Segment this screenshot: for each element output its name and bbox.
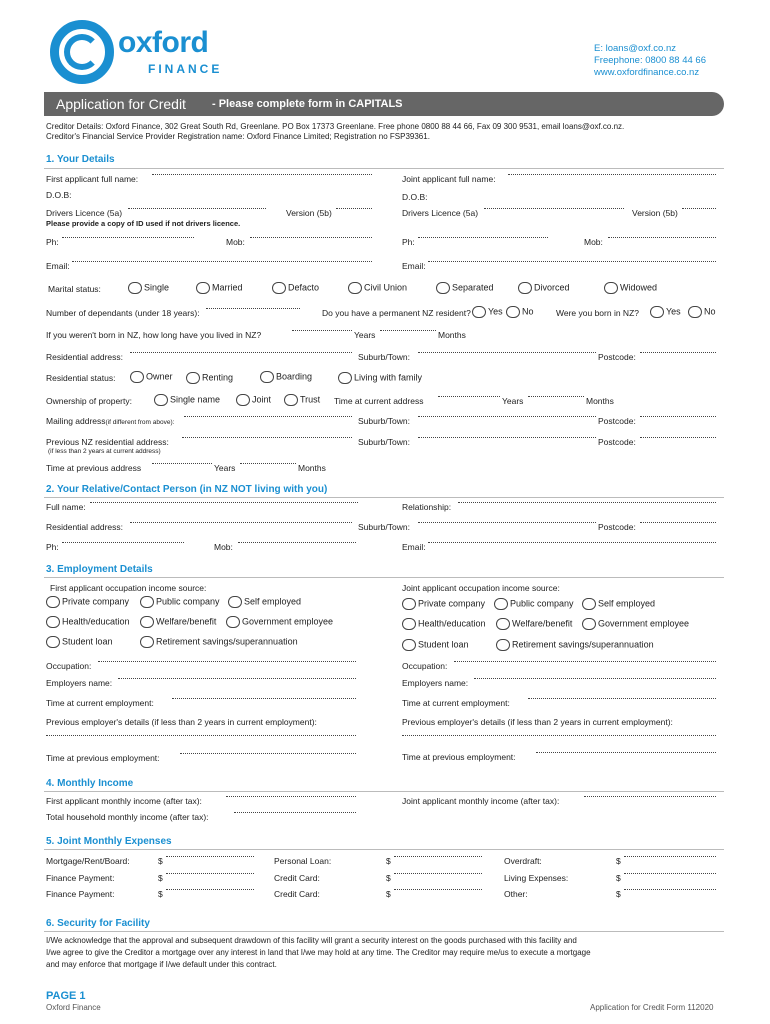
time-prev-years-field[interactable] — [152, 463, 212, 464]
expense-field[interactable] — [166, 856, 254, 857]
time-current-years-field[interactable] — [438, 396, 500, 397]
postcode2-label: Postcode: — [598, 416, 636, 426]
single-checkbox[interactable] — [128, 282, 142, 294]
relationship-field[interactable] — [458, 502, 716, 503]
suburb-label: Suburb/Town: — [358, 352, 410, 362]
postcode3-label: Postcode: — [598, 437, 636, 447]
joint-name-label: Joint applicant full name: — [402, 174, 496, 184]
postcode2-field[interactable] — [640, 416, 716, 417]
mob2-label: Mob: — [584, 237, 603, 247]
prev-address-label: Previous NZ residential address: — [46, 437, 169, 447]
logo-inner-icon — [64, 34, 100, 70]
mob-label: Mob: — [226, 237, 245, 247]
page-subtitle: - Please complete form in CAPITALS — [212, 98, 403, 110]
contact-ph-field[interactable] — [62, 542, 184, 543]
first-public[interactable]: Public company — [140, 596, 220, 608]
logo-name: oxford — [118, 26, 209, 59]
employer-label: Employers name: — [46, 678, 113, 688]
dependants-field[interactable] — [206, 308, 300, 309]
section-6-title: 6. Security for Facility — [46, 918, 150, 929]
res-address-field[interactable] — [130, 352, 352, 353]
joint-public-checkbox[interactable] — [494, 598, 508, 610]
suburb2-field[interactable] — [418, 416, 596, 417]
joint-private-checkbox[interactable] — [402, 598, 416, 610]
mob-field[interactable] — [250, 237, 372, 238]
res-address-label: Residential address: — [46, 352, 124, 362]
licence2-field[interactable] — [484, 208, 624, 209]
time-current-label: Time at current address — [334, 396, 424, 406]
joint-public[interactable]: Public company — [494, 598, 574, 610]
freephone-label: Freephone: — [594, 55, 643, 66]
currency-symbol: $ — [386, 873, 391, 883]
separated-checkbox[interactable] — [436, 282, 450, 294]
expense-field[interactable] — [624, 889, 716, 890]
dependants-label: Number of dependants (under 18 years): — [46, 308, 200, 318]
born-yes[interactable]: Yes — [650, 306, 681, 318]
suburb-field[interactable] — [418, 352, 596, 353]
contact-postcode-label: Postcode: — [598, 522, 636, 532]
expense-label: Credit Card: — [274, 889, 320, 899]
prev-note: (if less than 2 years at current address) — [48, 448, 161, 455]
first-public-checkbox[interactable] — [140, 596, 154, 608]
prev-employer2-label: Previous employer's details (if less than 2 years in current employment): — [402, 717, 673, 727]
first-student-checkbox[interactable] — [46, 636, 60, 648]
time-prev-emp2-label: Time at previous employment: — [402, 752, 516, 762]
expense-field[interactable] — [624, 856, 716, 857]
expense-field[interactable] — [394, 856, 482, 857]
joint-govt[interactable]: Government employee — [582, 618, 689, 630]
first-source-label: First applicant occupation income source: — [50, 583, 207, 593]
joint-welfare-checkbox[interactable] — [496, 618, 510, 630]
joint-health-checkbox[interactable] — [402, 618, 416, 630]
contact-name-field[interactable] — [90, 502, 358, 503]
suburb3-label: Suburb/Town: — [358, 437, 410, 447]
owner-checkbox[interactable] — [130, 371, 144, 383]
expense-label: Mortgage/Rent/Board: — [46, 856, 130, 866]
res-boarding[interactable]: Boarding — [260, 371, 312, 383]
expense-label: Finance Payment: — [46, 873, 115, 883]
logo-sub: FINANCE — [148, 62, 223, 76]
permanent-no-checkbox[interactable] — [506, 306, 520, 318]
logo — [50, 20, 240, 84]
time-prev-emp-label: Time at previous employment: — [46, 753, 160, 763]
version2-field[interactable] — [682, 208, 716, 209]
trust-checkbox[interactable] — [284, 394, 298, 406]
marital-single[interactable]: Single — [128, 282, 169, 294]
defacto-checkbox[interactable] — [272, 282, 286, 294]
mob2-field[interactable] — [608, 237, 716, 238]
postcode-field[interactable] — [640, 352, 716, 353]
contact-address-label: Residential address: — [46, 522, 124, 532]
ph-field[interactable] — [62, 237, 194, 238]
mailing-field[interactable] — [184, 416, 352, 417]
website-link[interactable]: www.oxfordfinance.co.nz — [594, 67, 700, 78]
section-5-title: 5. Joint Monthly Expenses — [46, 836, 172, 847]
expense-field[interactable] — [166, 889, 254, 890]
contact-mob-label: Mob: — [214, 542, 233, 552]
postcode-label: Postcode: — [598, 352, 636, 362]
time-current-months: Months — [586, 396, 614, 406]
creditor-details: Creditor Details: Oxford Finance, 302 Great South Rd, Greenlane. PO Box 17373 Greenlane. Free phone 0800 88 44 66, Fax 09 300 9531, email loans@oxf.co.nz. — [46, 122, 625, 131]
expense-label: Other: — [504, 889, 528, 899]
single-name-checkbox[interactable] — [154, 394, 168, 406]
suburb2-label: Suburb/Town: — [358, 416, 410, 426]
time-prev-label: Time at previous address — [46, 463, 142, 473]
currency-symbol: $ — [616, 873, 621, 883]
page-number: PAGE 1 — [46, 990, 86, 1002]
first-income-field[interactable] — [226, 796, 356, 797]
dob-label: D.O.B: — [46, 190, 72, 200]
joint-name-field[interactable] — [508, 174, 716, 175]
prev-employer-label: Previous employer's details (if less than 2 years in current employment): — [46, 717, 317, 727]
time-current-emp2-label: Time at current employment: — [402, 698, 510, 708]
joint-student[interactable]: Student loan — [402, 639, 469, 651]
expense-label: Living Expenses: — [504, 873, 569, 883]
joint-retire[interactable]: Retirement savings/superannuation — [496, 639, 654, 651]
email-field[interactable] — [72, 261, 372, 262]
res-status-label: Residential status: — [46, 373, 116, 383]
divorced-checkbox[interactable] — [518, 282, 532, 294]
section-2-title: 2. Your Relative/Contact Person (in NZ NOT living with you) — [46, 484, 328, 495]
mailing-note: (if different from above): — [105, 419, 175, 426]
contact-ph-label: Ph: — [46, 542, 59, 552]
first-name-label: First applicant full name: — [46, 174, 139, 184]
expense-label: Personal Loan: — [274, 856, 332, 866]
joint-student-checkbox[interactable] — [402, 639, 416, 651]
contact-postcode-field[interactable] — [640, 522, 716, 523]
first-welfare-checkbox[interactable] — [140, 616, 154, 628]
marital-defacto[interactable]: Defacto — [272, 282, 319, 294]
joint-retire-checkbox[interactable] — [496, 639, 510, 651]
employer-field[interactable] — [118, 678, 356, 679]
expense-label: Overdraft: — [504, 856, 542, 866]
licence-field[interactable] — [128, 208, 266, 209]
expense-label: Finance Payment: — [46, 889, 115, 899]
currency-symbol: $ — [158, 873, 163, 883]
first-private[interactable]: Private company — [46, 596, 129, 608]
version-label: Version (5b) — [286, 208, 332, 218]
born-yes-checkbox[interactable] — [650, 306, 664, 318]
contact-email-label: Email: — [402, 542, 426, 552]
first-self[interactable]: Self employed — [228, 596, 301, 608]
version-field[interactable] — [336, 208, 372, 209]
family-checkbox[interactable] — [338, 372, 352, 384]
res-renting[interactable]: Renting — [186, 372, 233, 384]
email2-label: Email: — [402, 261, 426, 271]
time-prev-months: Months — [298, 463, 326, 473]
expense-field[interactable] — [394, 873, 482, 874]
mailing-label: Mailing address(if different from above): — [46, 416, 175, 426]
relationship-label: Relationship: — [402, 502, 452, 512]
prev-employer-field[interactable] — [46, 735, 356, 736]
first-retire[interactable]: Retirement savings/superannuation — [140, 636, 298, 648]
time-prev-emp2-field[interactable] — [536, 752, 716, 753]
currency-symbol: $ — [386, 856, 391, 866]
own-trust[interactable]: Trust — [284, 394, 320, 406]
expense-field[interactable] — [166, 873, 254, 874]
page-title: Application for Credit — [56, 96, 186, 112]
not-born-months-field[interactable] — [380, 330, 436, 331]
ownership-label: Ownership of property: — [46, 396, 132, 406]
permanent-label: Do you have a permanent NZ resident? — [322, 308, 471, 318]
not-born-label: If you weren't born in NZ, how long have you lived in NZ? — [46, 330, 262, 340]
security-text-3: and may enforce that mortgage if I/we default under this contract. — [46, 960, 277, 969]
id-note: Please provide a copy of ID used if not drivers licence. — [46, 219, 241, 228]
time-current-emp-label: Time at current employment: — [46, 698, 154, 708]
expense-label: Credit Card: — [274, 873, 320, 883]
first-private-checkbox[interactable] — [46, 596, 60, 608]
marital-label: Marital status: — [48, 284, 101, 294]
joint-govt-checkbox[interactable] — [582, 618, 596, 630]
time-prev-emp-field[interactable] — [180, 753, 356, 754]
currency-symbol: $ — [616, 856, 621, 866]
time-prev-months-field[interactable] — [240, 463, 296, 464]
first-student[interactable]: Student loan — [46, 636, 113, 648]
email2-field[interactable] — [428, 261, 716, 262]
freephone-number: 0800 88 44 66 — [645, 55, 706, 66]
joint-health[interactable]: Health/education — [402, 618, 486, 630]
currency-symbol: $ — [158, 889, 163, 899]
first-self-checkbox[interactable] — [228, 596, 242, 608]
dob2-label: D.O.B: — [402, 192, 428, 202]
time-current-emp2-field[interactable] — [528, 698, 716, 699]
total-income-label: Total household monthly income (after tax): — [46, 812, 209, 822]
suburb3-field[interactable] — [418, 437, 596, 438]
first-name-field[interactable] — [152, 174, 372, 175]
marital-divorced[interactable]: Divorced — [518, 282, 570, 294]
first-govt[interactable]: Government employee — [226, 616, 333, 628]
not-born-years-field[interactable] — [292, 330, 352, 331]
time-prev-years: Years — [214, 463, 236, 473]
contact-suburb-field[interactable] — [418, 522, 596, 523]
email-label-field: Email: — [46, 261, 70, 271]
born-no-checkbox[interactable] — [688, 306, 702, 318]
marital-civil-union[interactable]: Civil Union — [348, 282, 407, 294]
marital-separated[interactable]: Separated — [436, 282, 494, 294]
permanent-yes-checkbox[interactable] — [472, 306, 486, 318]
own-joint[interactable]: Joint — [236, 394, 271, 406]
employer2-label: Employers name: — [402, 678, 469, 688]
civil-union-checkbox[interactable] — [348, 282, 362, 294]
first-govt-checkbox[interactable] — [226, 616, 240, 628]
not-born-months: Months — [438, 330, 466, 340]
licence2-label: Drivers Licence (5a) — [402, 208, 479, 218]
joint-self-checkbox[interactable] — [582, 598, 596, 610]
time-current-emp-field[interactable] — [172, 698, 356, 699]
occupation-field[interactable] — [98, 661, 356, 662]
prev-address-field[interactable] — [182, 437, 352, 438]
contact-address-field[interactable] — [130, 522, 352, 523]
first-health-checkbox[interactable] — [46, 616, 60, 628]
currency-symbol: $ — [386, 889, 391, 899]
footer-company: Oxford Finance — [46, 1003, 101, 1012]
renting-checkbox[interactable] — [186, 372, 200, 384]
ph2-label: Ph: — [402, 237, 415, 247]
first-welfare[interactable]: Welfare/benefit — [140, 616, 216, 628]
widowed-checkbox[interactable] — [604, 282, 618, 294]
version2-label: Version (5b) — [632, 208, 678, 218]
occupation-label: Occupation: — [46, 661, 92, 671]
occupation2-label: Occupation: — [402, 661, 448, 671]
contact-email-field[interactable] — [428, 542, 716, 543]
joint-welfare[interactable]: Welfare/benefit — [496, 618, 572, 630]
first-retire-checkbox[interactable] — [140, 636, 154, 648]
ph2-field[interactable] — [418, 237, 548, 238]
own-single[interactable]: Single name — [154, 394, 220, 406]
section-3-title: 3. Employment Details — [46, 564, 153, 575]
permanent-no[interactable]: No — [506, 306, 534, 318]
joint-self[interactable]: Self employed — [582, 598, 655, 610]
ph-label: Ph: — [46, 237, 59, 247]
time-current-months-field[interactable] — [528, 396, 584, 397]
joint-private[interactable]: Private company — [402, 598, 485, 610]
section-1-title: 1. Your Details — [46, 154, 115, 165]
joint-income-field[interactable] — [584, 796, 716, 797]
not-born-years: Years — [354, 330, 376, 340]
section-4-title: 4. Monthly Income — [46, 778, 134, 789]
security-text-1: I/We acknowledge that the approval and subsequent drawdown of this facility will grant a security interest on the goods purchased with this facility and — [46, 936, 577, 945]
time-current-years: Years — [502, 396, 524, 406]
email-label: E: — [594, 43, 603, 54]
marital-widowed[interactable]: Widowed — [604, 282, 657, 294]
married-checkbox[interactable] — [196, 282, 210, 294]
joint-checkbox[interactable] — [236, 394, 250, 406]
boarding-checkbox[interactable] — [260, 371, 274, 383]
born-no[interactable]: No — [688, 306, 716, 318]
currency-symbol: $ — [158, 856, 163, 866]
expense-field[interactable] — [394, 889, 482, 890]
first-health[interactable]: Health/education — [46, 616, 130, 628]
expense-field[interactable] — [624, 873, 716, 874]
joint-source-label: Joint applicant occupation income source: — [402, 583, 560, 593]
res-family[interactable]: Living with family — [338, 372, 422, 384]
footer-form-id: Application for Credit Form 112020 — [590, 1003, 714, 1012]
contact-name-label: Full name: — [46, 502, 86, 512]
title-banner — [44, 92, 724, 116]
email-link[interactable]: loans@oxf.co.nz — [605, 43, 676, 54]
res-owner[interactable]: Owner — [130, 371, 173, 383]
permanent-yes[interactable]: Yes — [472, 306, 503, 318]
contact-suburb-label: Suburb/Town: — [358, 522, 410, 532]
currency-symbol: $ — [616, 889, 621, 899]
prev-employer2-field[interactable] — [402, 735, 716, 736]
contact-block — [594, 43, 706, 79]
marital-married[interactable]: Married — [196, 282, 243, 294]
occupation2-field[interactable] — [454, 661, 716, 662]
licence-label: Drivers Licence (5a) — [46, 208, 123, 218]
postcode3-field[interactable] — [640, 437, 716, 438]
born-nz-label: Were you born in NZ? — [556, 308, 639, 318]
first-income-label: First applicant monthly income (after tax): — [46, 796, 202, 806]
joint-income-label: Joint applicant monthly income (after tax): — [402, 796, 560, 806]
total-income-field[interactable] — [234, 812, 356, 813]
security-text-2: I/we agree to give the Creditor a mortgage over any interest in land that I/we may hold at any time. The Creditor may require me/us to execute a mortgage — [46, 948, 591, 957]
creditor-registration: Creditor's Financial Service Provider Registration name: Oxford Finance Limited; Registration no FSP39361. — [46, 132, 430, 141]
employer2-field[interactable] — [474, 678, 716, 679]
contact-mob-field[interactable] — [238, 542, 356, 543]
